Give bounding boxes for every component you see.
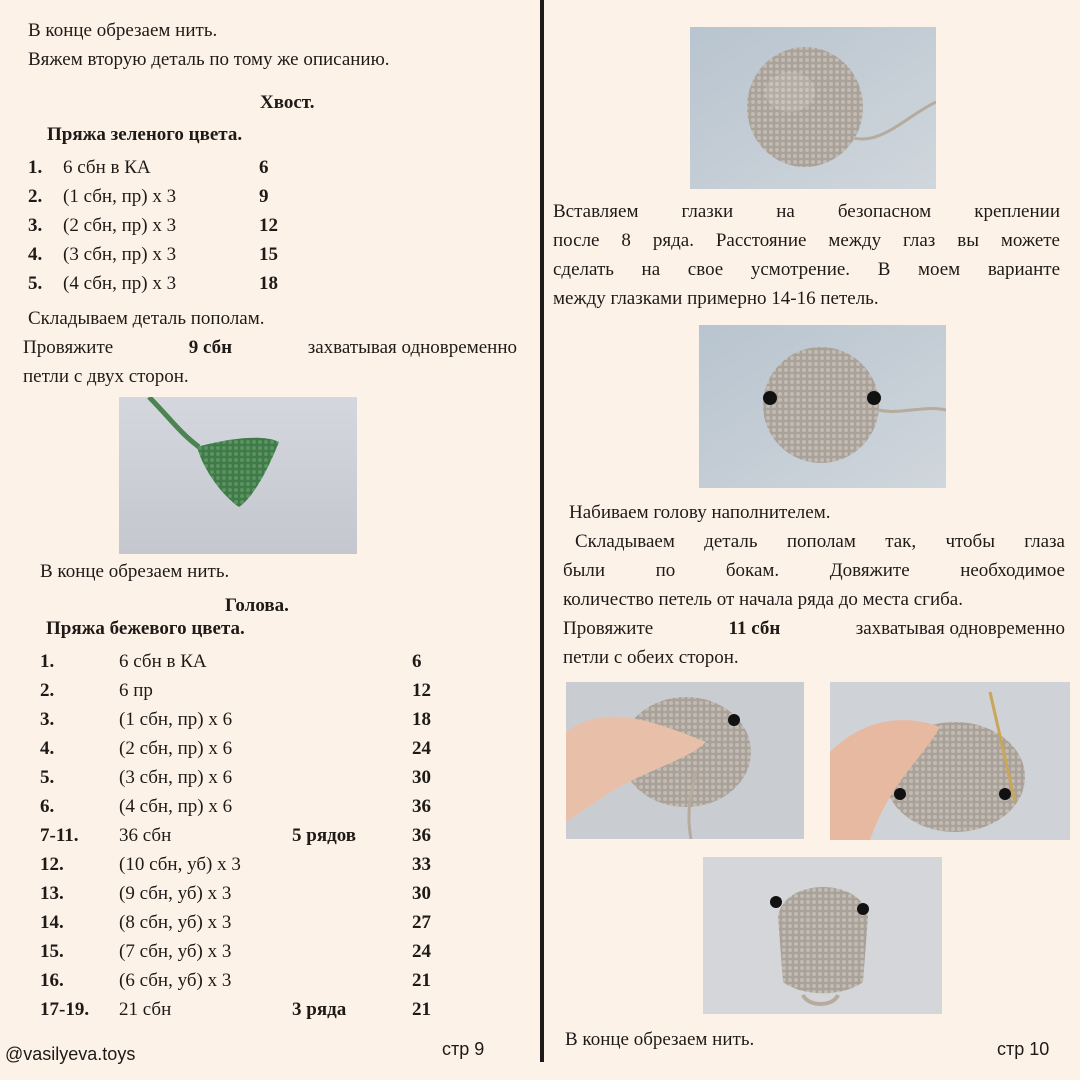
row-number: 5. xyxy=(40,767,55,788)
row-count: 24 xyxy=(412,941,431,962)
right-bind-line xyxy=(563,614,1065,643)
head-row xyxy=(40,734,431,763)
row-note xyxy=(292,647,412,676)
row-number: 12. xyxy=(40,854,64,875)
intro-line-2: Вяжем вторую деталь по тому же описанию. xyxy=(28,49,390,70)
page-divider xyxy=(540,0,544,1062)
head-row xyxy=(40,966,431,995)
eyes-line-3: сделать на свое усмотрение. В моем варианте xyxy=(553,259,1060,280)
row-instruction: (2 сбн, пр) х 3 xyxy=(63,215,177,236)
row-count: 27 xyxy=(412,912,431,933)
row-number: 17-19. xyxy=(40,999,90,1020)
row-note: 3 ряда xyxy=(292,999,347,1020)
row-instruction: (3 сбн, пр) х 3 xyxy=(63,244,177,265)
row-instruction: 21 сбн xyxy=(119,999,172,1020)
tail-yarn: Пряжа зеленого цвета. xyxy=(47,124,243,145)
row-count: 6 xyxy=(259,157,269,178)
row-note xyxy=(292,792,412,821)
head-row xyxy=(40,676,431,705)
row-instruction: (6 сбн, уб) х 3 xyxy=(119,970,232,991)
row-note xyxy=(292,850,412,879)
row-note xyxy=(292,676,412,705)
row-note xyxy=(292,879,412,908)
head-row xyxy=(40,821,431,850)
row-number: 5. xyxy=(28,273,43,294)
row-note xyxy=(292,705,412,734)
row-count: 9 xyxy=(259,186,269,207)
head-row xyxy=(40,879,431,908)
right-bind-pre: Провяжите xyxy=(563,618,654,639)
fold-line-2: были по бокам. Довяжите необходимое xyxy=(563,560,1065,581)
right-bind-post: захватывая одновременно xyxy=(855,618,1065,639)
head-row xyxy=(40,908,431,937)
row-instruction: (1 сбн, пр) х 6 xyxy=(119,709,233,730)
fold-line-1: Складываем деталь пополам так, чтобы глаза xyxy=(575,531,1065,552)
tail-row xyxy=(28,240,278,269)
head-row xyxy=(40,647,431,676)
row-count: 18 xyxy=(412,709,431,730)
row-note xyxy=(292,937,412,966)
head-row xyxy=(40,705,431,734)
eyes-line-2: после 8 ряда. Расстояние между глаз вы можете xyxy=(553,230,1060,251)
row-count: 6 xyxy=(412,651,422,672)
row-number: 2. xyxy=(28,186,43,207)
row-instruction: 6 пр xyxy=(119,680,153,701)
tail-rows-table xyxy=(28,153,278,298)
tail-bind-line-2: петли с двух сторон. xyxy=(23,366,189,387)
row-count: 12 xyxy=(412,680,431,701)
row-count: 15 xyxy=(259,244,278,265)
tail-row xyxy=(28,153,278,182)
tail-row xyxy=(28,182,278,211)
row-instruction: 6 сбн в КА xyxy=(119,651,207,672)
head-row xyxy=(40,850,431,879)
row-number: 2. xyxy=(40,680,55,701)
tail-bind-line xyxy=(23,336,517,360)
tail-end-text: В конце обрезаем нить. xyxy=(40,561,230,582)
tail-row xyxy=(28,211,278,240)
row-note xyxy=(292,966,412,995)
row-instruction: 36 сбн xyxy=(119,825,172,846)
row-number: 1. xyxy=(28,157,43,178)
fold-line-3: количество петель от начала ряда до места сгиба. xyxy=(563,589,963,610)
row-instruction: (9 сбн, уб) х 3 xyxy=(119,883,232,904)
right-bind-line-2: петли с обеих сторон. xyxy=(563,647,739,668)
head-row xyxy=(40,763,431,792)
row-count: 33 xyxy=(412,854,431,875)
page-number-left: стр 9 xyxy=(442,1039,485,1059)
row-instruction: (7 сбн, уб) х 3 xyxy=(119,941,232,962)
tail-fold-text: Складываем деталь пополам. xyxy=(28,308,265,329)
tail-bind-bold: 9 сбн xyxy=(188,337,233,358)
row-number: 6. xyxy=(40,796,55,817)
row-number: 4. xyxy=(40,738,55,759)
right-bind-bold: 11 сбн xyxy=(728,618,781,639)
head-photo-4 xyxy=(830,682,1070,840)
intro-line-1: В конце обрезаем нить. xyxy=(28,20,218,41)
row-instruction: (4 сбн, пр) х 3 xyxy=(63,273,177,294)
tail-photo xyxy=(119,397,357,554)
eyes-line-1: Вставляем глазки на безопасном креплении xyxy=(553,201,1060,222)
row-instruction: (10 сбн, уб) х 3 xyxy=(119,854,241,875)
row-number: 16. xyxy=(40,970,64,991)
row-number: 3. xyxy=(28,215,43,236)
row-instruction: (1 сбн, пр) х 3 xyxy=(63,186,177,207)
tail-row xyxy=(28,269,278,298)
row-number: 15. xyxy=(40,941,64,962)
row-instruction: 6 сбн в КА xyxy=(63,157,151,178)
head-photo-3 xyxy=(566,682,804,839)
row-count: 30 xyxy=(412,767,431,788)
row-number: 4. xyxy=(28,244,43,265)
tail-title: Хвост. xyxy=(260,92,315,113)
row-number: 7-11. xyxy=(40,825,79,846)
row-count: 30 xyxy=(412,883,431,904)
row-note xyxy=(292,908,412,937)
row-count: 24 xyxy=(412,738,431,759)
row-instruction: (2 сбн, пр) х 6 xyxy=(119,738,233,759)
row-note: 5 рядов xyxy=(292,825,356,846)
row-count: 36 xyxy=(412,825,431,846)
row-count: 12 xyxy=(259,215,278,236)
head-photo-2 xyxy=(699,325,946,488)
row-count: 21 xyxy=(412,999,431,1020)
row-number: 1. xyxy=(40,651,55,672)
row-number: 3. xyxy=(40,709,55,730)
row-count: 21 xyxy=(412,970,431,991)
instagram-handle[interactable]: @vasilyeva.toys xyxy=(5,1044,136,1064)
head-photo-1 xyxy=(690,27,936,189)
head-title: Голова. xyxy=(225,595,289,616)
row-note xyxy=(292,734,412,763)
row-instruction: (4 сбн, пр) х 6 xyxy=(119,796,233,817)
head-photo-5 xyxy=(703,857,942,1014)
row-count: 18 xyxy=(259,273,278,294)
row-count: 36 xyxy=(412,796,431,817)
head-row xyxy=(40,792,431,821)
row-note xyxy=(292,763,412,792)
row-instruction: (8 сбн, уб) х 3 xyxy=(119,912,232,933)
head-row xyxy=(40,937,431,966)
eyes-line-4: между глазками примерно 14-16 петель. xyxy=(553,288,879,309)
tail-bind-pre: Провяжите xyxy=(23,337,114,358)
head-yarn: Пряжа бежевого цвета. xyxy=(46,618,245,639)
head-rows-table xyxy=(40,647,431,1024)
tail-bind-post: захватывая одновременно xyxy=(307,337,517,358)
stuff-text: Набиваем голову наполнителем. xyxy=(569,502,831,523)
row-number: 13. xyxy=(40,883,64,904)
page-number-right: стр 10 xyxy=(997,1039,1050,1059)
head-row xyxy=(40,995,431,1024)
row-instruction: (3 сбн, пр) х 6 xyxy=(119,767,233,788)
right-end-text: В конце обрезаем нить. xyxy=(565,1029,755,1050)
row-number: 14. xyxy=(40,912,64,933)
